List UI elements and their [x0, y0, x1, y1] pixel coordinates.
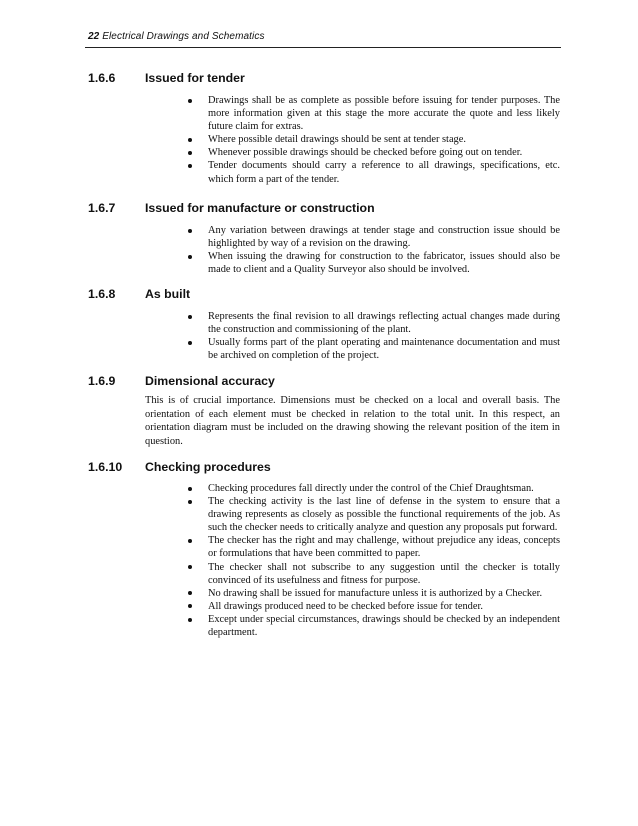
bullet-item: Tender documents should carry a reference to all drawings, specifications, etc. which form a part of the tender.	[184, 159, 560, 185]
bullet-item: The checking activity is the last line of defense in the system to ensure that a drawing represents as closely as possible the functional requirements of the job. As such the checker needs to critically analyze and question any proposals put forward.	[184, 495, 560, 534]
section-title: Issued for manufacture or construction	[145, 201, 375, 215]
bullet-item: Represents the final revision to all drawings reflecting actual changes made during the construction and commissioning of the plant.	[184, 310, 560, 336]
section-number: 1.6.9	[88, 374, 116, 388]
bullet-list-1-6-6	[184, 94, 560, 186]
book-title: Electrical Drawings and Schematics	[102, 31, 265, 42]
running-header	[88, 31, 265, 42]
section-number: 1.6.10	[88, 460, 123, 474]
bullet-item: Whenever possible drawings should be checked before going out on tender.	[184, 146, 560, 159]
bullet-item: Where possible detail drawings should be sent at tender stage.	[184, 133, 560, 146]
header-rule	[85, 47, 561, 48]
section-number: 1.6.6	[88, 71, 116, 85]
bullet-list-1-6-8	[184, 310, 560, 362]
bullet-list-1-6-7	[184, 224, 560, 276]
section-number: 1.6.8	[88, 287, 116, 301]
bullet-item: The checker shall not subscribe to any suggestion until the checker is totally convinced of its usefulness and fitness for purpose.	[184, 561, 560, 587]
bullet-item: The checker has the right and may challenge, without prejudice any ideas, concepts or formulations that have been committed to paper.	[184, 534, 560, 560]
bullet-item: Usually forms part of the plant operating and maintenance documentation and must be archived on completion of the project.	[184, 336, 560, 362]
section-title: Dimensional accuracy	[145, 374, 275, 388]
bullet-item: Checking procedures fall directly under the control of the Chief Draughtsman.	[184, 482, 560, 495]
section-title: Issued for tender	[145, 71, 245, 85]
bullet-item: All drawings produced need to be checked before issue for tender.	[184, 600, 560, 613]
section-paragraph: This is of crucial importance. Dimensions must be checked on a local and overall basis. The orientation of each element must be checked in relation to the total unit. In this respect, an orientation diagram must be included on the drawing showing the relevant position of the item in question.	[145, 395, 560, 447]
page-number: 22	[88, 31, 100, 42]
bullet-item: Drawings shall be as complete as possible before issuing for tender purposes. The more information given at this stage the more accurate the quote and less likely future claim for extras.	[184, 94, 560, 133]
bullet-item: Any variation between drawings at tender stage and construction issue should be highlighted by way of a revision on the drawing.	[184, 224, 560, 250]
section-number: 1.6.7	[88, 201, 116, 215]
bullet-item: When issuing the drawing for construction to the fabricator, issues should also be made to client and a Quality Surveyor also should be involved.	[184, 250, 560, 276]
bullet-item: No drawing shall be issued for manufacture unless it is authorized by a Checker.	[184, 587, 560, 600]
bullet-item: Except under special circumstances, drawings should be checked by an independent department.	[184, 613, 560, 639]
section-title: Checking procedures	[145, 460, 271, 474]
bullet-list-1-6-10	[184, 482, 560, 639]
section-title: As built	[145, 287, 191, 301]
